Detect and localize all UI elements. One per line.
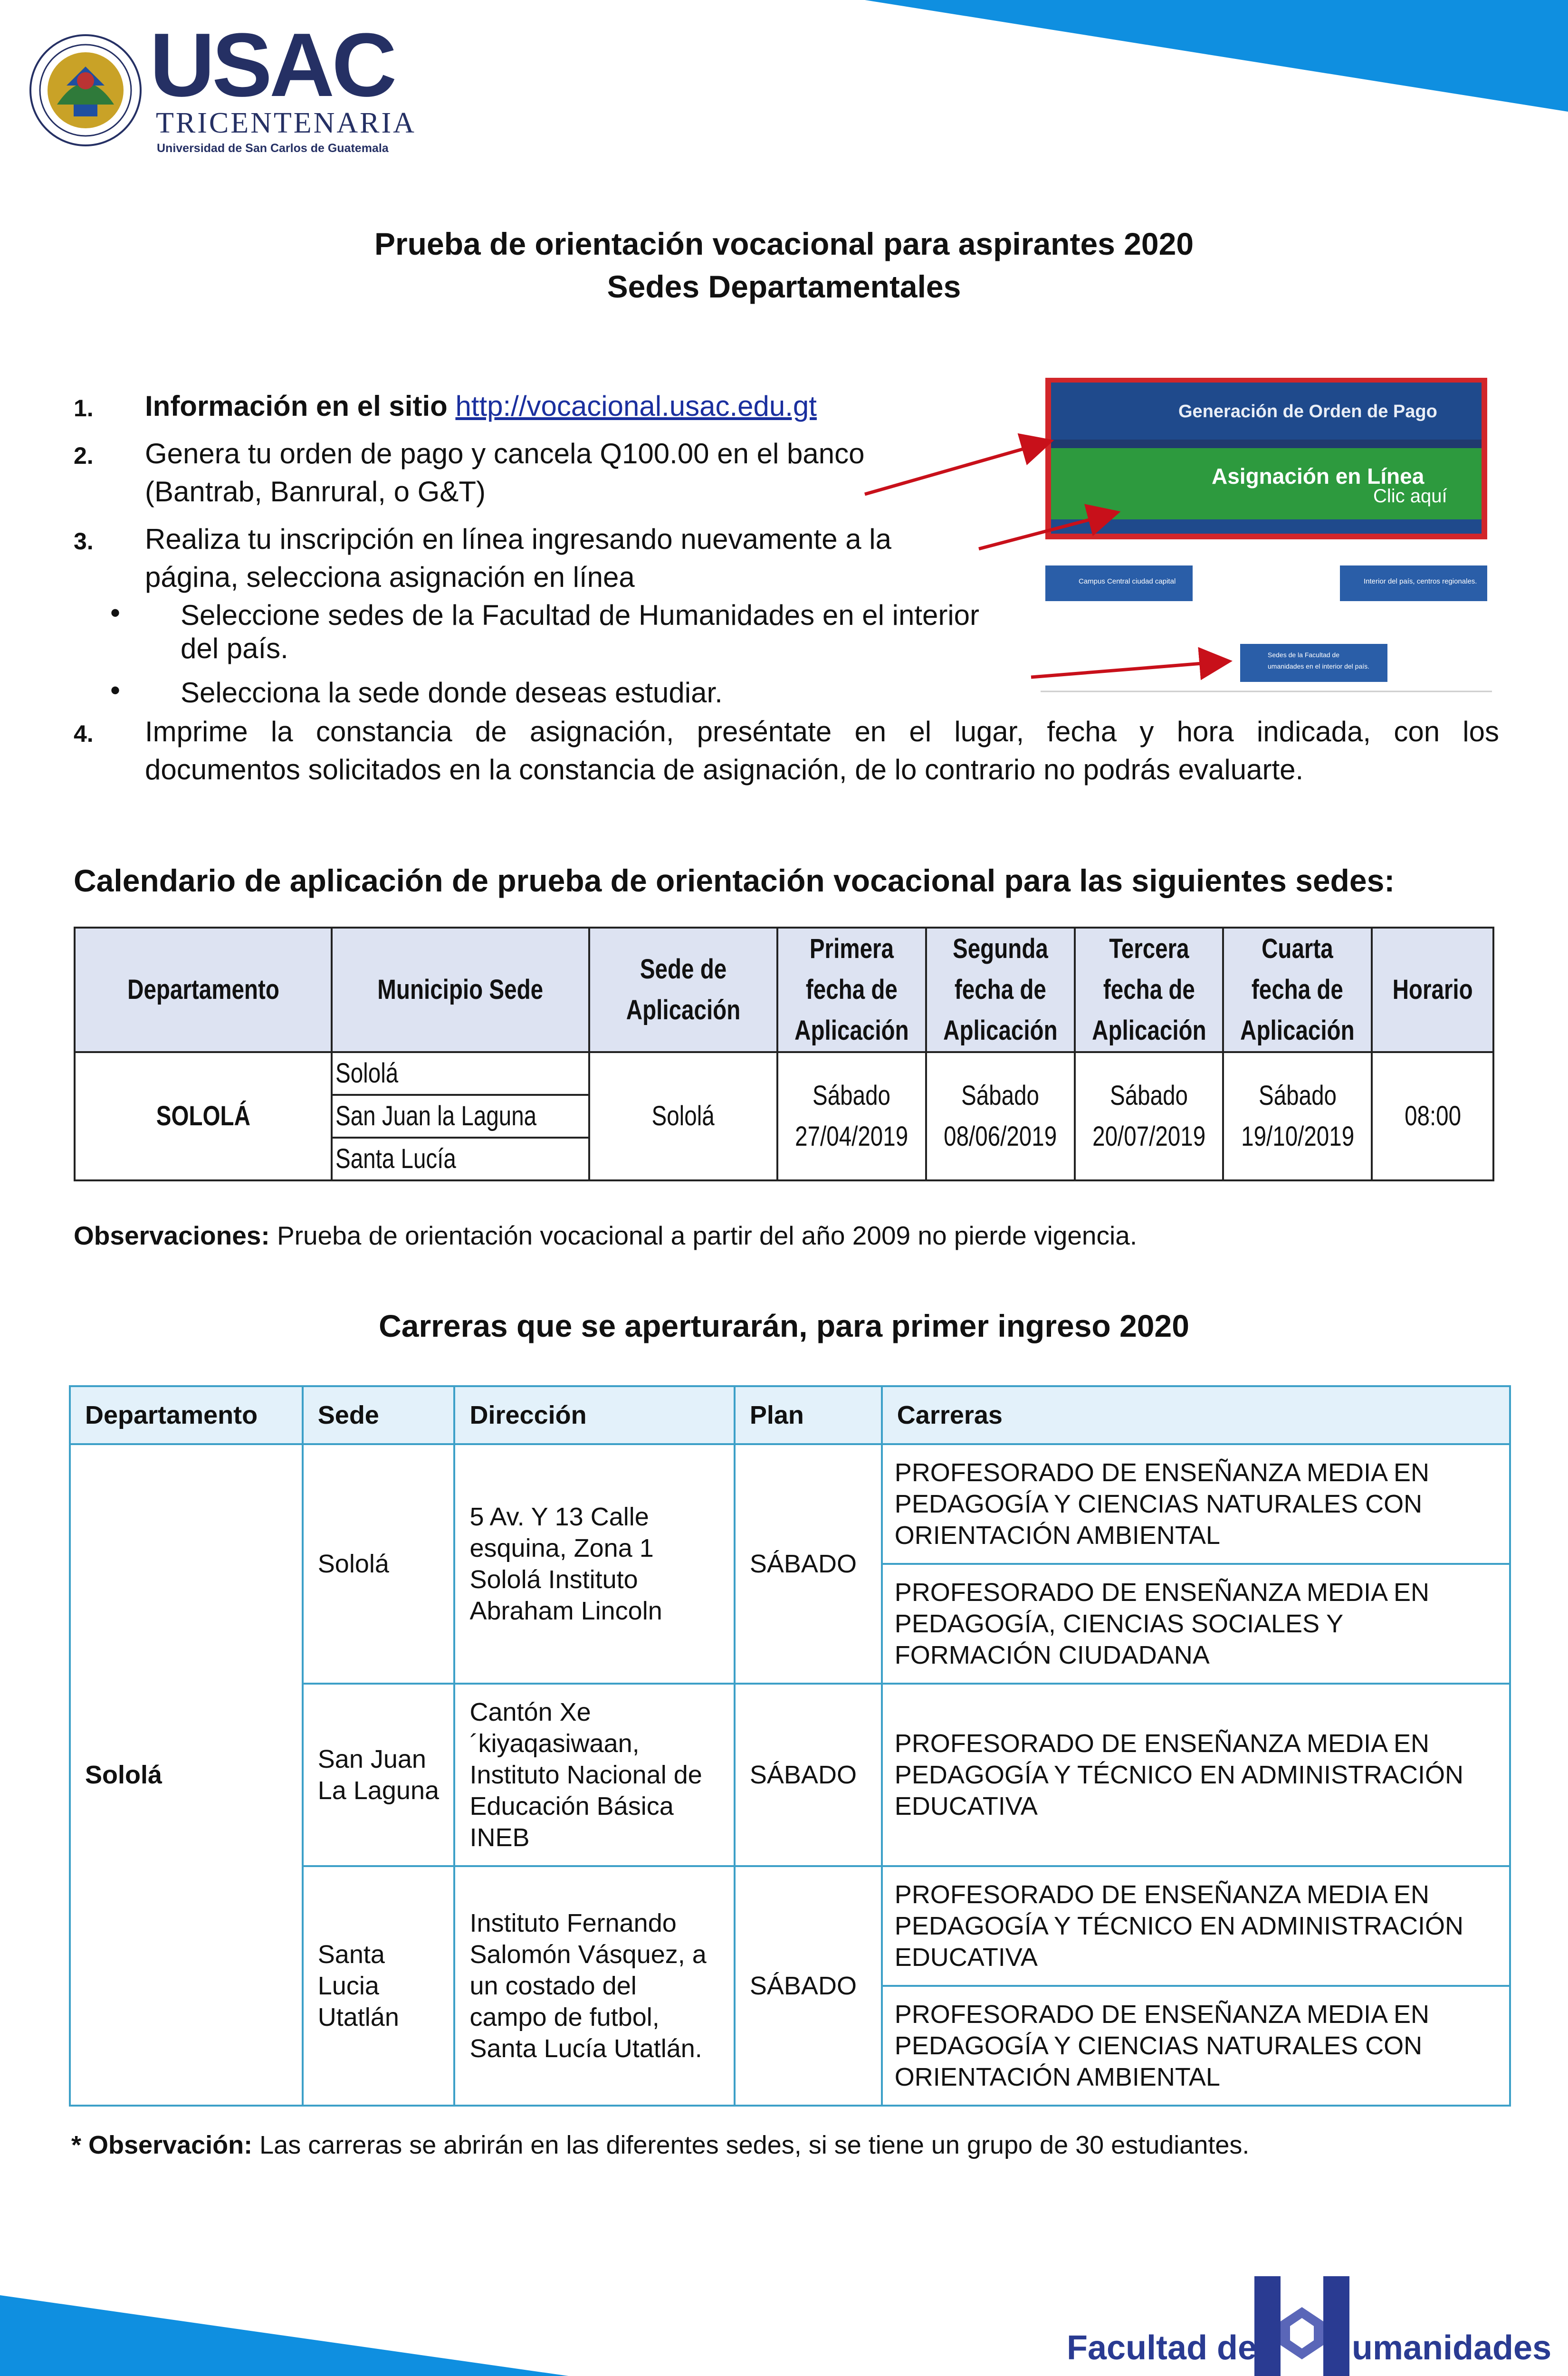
portal-opt-interior: Interior del país, centros regionales. [1364, 577, 1477, 585]
humanidades-text-2: umanidades [1352, 2329, 1552, 2367]
step-2-line2: (Bantrab, Banrural, o G&T) [145, 476, 486, 508]
car-head-dep: Departamento [70, 1386, 303, 1444]
cal-head-f2-text: Segunda fecha de Aplicación [943, 933, 1058, 1046]
cal-mun-1-text: Sololá [335, 1058, 399, 1089]
careers-table [69, 1385, 1511, 2107]
humanidades-h-icon [1254, 2276, 1349, 2376]
cal-f2-date: 08/06/2019 [944, 1121, 1057, 1152]
bullet-1-line2: del país. [181, 632, 288, 664]
cal-head-f3-text: Tercera fecha de Aplicación [1091, 933, 1206, 1046]
cal-cell-f3 [1075, 1052, 1224, 1180]
portal-btn-assign-sub: Clic aquí [1373, 486, 1447, 507]
cal-cell-f4 [1223, 1052, 1372, 1180]
cal-head-dep-text: Departamento [127, 974, 279, 1005]
usac-name: USAC [150, 15, 394, 115]
arrow-to-sede [1031, 661, 1226, 677]
cal-head-f1 [777, 928, 926, 1052]
cal-head-mun [332, 928, 589, 1052]
car-head-sede: Sede [303, 1386, 455, 1444]
cal-head-sede [589, 928, 777, 1052]
cal-f1-day: Sábado [813, 1080, 891, 1111]
cal-f2-day: Sábado [961, 1080, 1040, 1111]
car-career-2a: PROFESORADO DE ENSEÑANZA MEDIA EN PEDAGOGÍA Y TÉCNICO EN ADMINISTRACIÓN EDUCATIVA [882, 1684, 1510, 1866]
cal-cell-f2 [926, 1052, 1075, 1180]
usac-university: Universidad de San Carlos de Guatemala [157, 142, 389, 155]
step-3-number: 3. [74, 528, 94, 555]
car-plan-3: SÁBADO [735, 1866, 882, 2106]
bullet-2-text: Selecciona la sede donde deseas estudiar. [181, 677, 723, 709]
car-career-3a: PROFESORADO DE ENSEÑANZA MEDIA EN PEDAGOGÍA Y TÉCNICO EN ADMINISTRACIÓN EDUCATIVA [882, 1866, 1510, 1986]
car-sede-3: Santa Lucia Utatlán [303, 1866, 455, 2106]
car-career-1b: PROFESORADO DE ENSEÑANZA MEDIA EN PEDAGOGÍA, CIENCIAS SOCIALES Y FORMACIÓN CIUDADANA [882, 1564, 1510, 1684]
cal-head-f1-text: Primera fecha de Aplicación [794, 933, 909, 1046]
cal-head-hor [1372, 928, 1493, 1052]
careers-note-text: Las carreras se abrirán en las diferentes sedes, si se tiene un grupo de 30 estudiantes. [252, 2131, 1250, 2159]
cal-mun-3-text: Santa Lucía [335, 1143, 457, 1174]
arrow-to-assign [979, 513, 1114, 549]
car-cell-dep: Sololá [70, 1444, 303, 2106]
cal-head-f4-text: Cuarta fecha de Aplicación [1240, 933, 1355, 1046]
car-plan-2: SÁBADO [735, 1684, 882, 1866]
observations [74, 1220, 1137, 1251]
portal-btn-payment: Generación de Orden de Pago [1178, 402, 1437, 422]
vocacional-link[interactable]: http://vocacional.usac.edu.gt [455, 390, 817, 422]
humanidades-text-1: Facultad de [1067, 2329, 1257, 2367]
cal-cell-f1 [777, 1052, 926, 1180]
step-2-line1: Genera tu orden de pago y cancela Q100.00 en el banco [145, 438, 865, 469]
cal-head-mun-text: Municipio Sede [377, 974, 544, 1005]
page-subtitle: Sedes Departamentales [607, 269, 961, 304]
step-1-text: Información en el sitio [145, 390, 456, 422]
cal-head-sede-text: Sede de Aplicación [626, 954, 741, 1025]
careers-title: Carreras que se aperturarán, para primer ingreso 2020 [379, 1308, 1189, 1343]
cal-cell-hor [1372, 1052, 1493, 1180]
cal-f1-date: 27/04/2019 [795, 1121, 908, 1152]
usac-subtitle: TRICENTENARIA [156, 107, 416, 139]
step-2-number: 2. [74, 442, 94, 469]
car-head-dir: Dirección [454, 1386, 734, 1444]
cal-cell-dep [75, 1052, 332, 1180]
humanidades-logo [1067, 2276, 1561, 2376]
car-sede-1: Sololá [303, 1444, 455, 1684]
cal-f4-day: Sábado [1258, 1080, 1337, 1111]
calendar-title: Calendario de aplicación de prueba de orientación vocacional para las siguientes sedes: [74, 863, 1395, 898]
cal-head-f2 [926, 928, 1075, 1052]
cal-cell-mun-3 [332, 1138, 589, 1180]
portal-btn-assign: Asignación en Línea [1212, 464, 1425, 489]
cal-hor-text: 08:00 [1404, 1101, 1461, 1131]
car-head-car: Carreras [882, 1386, 1510, 1444]
observations-text: Prueba de orientación vocacional a partir del año 2009 no pierde vigencia. [269, 1221, 1138, 1250]
page-title: Prueba de orientación vocacional para aspirantes 2020 [374, 226, 1194, 261]
step-4-number: 4. [74, 720, 94, 747]
cal-f4-date: 19/10/2019 [1241, 1121, 1354, 1152]
car-dir-1: 5 Av. Y 13 Calle esquina, Zona 1 Sololá Instituto Abraham Lincoln [454, 1444, 734, 1684]
red-arrows [0, 0, 1568, 713]
cal-cell-mun-1 [332, 1052, 589, 1095]
car-dir-2: Cantón Xe´kiyaqasiwaan, Instituto Nacional de Educación Básica INEB [454, 1684, 734, 1866]
car-career-3b: PROFESORADO DE ENSEÑANZA MEDIA EN PEDAGOGÍA Y CIENCIAS NATURALES CON ORIENTACIÓN AMBIENTAL [882, 1986, 1510, 2106]
car-head-plan: Plan [735, 1386, 882, 1444]
car-dir-3: Instituto Fernando Salomón Vásquez, a un costado del campo de futbol, Santa Lucía Utatlán. [454, 1866, 734, 2106]
portal-opt-humanidades-2: umanidades en el interior del país. [1268, 662, 1370, 670]
calendar-table [74, 927, 1494, 1181]
car-career-1a: PROFESORADO DE ENSEÑANZA MEDIA EN PEDAGOGÍA Y CIENCIAS NATURALES CON ORIENTACIÓN AMBIENTAL [882, 1444, 1510, 1564]
cal-sede-text: Sololá [651, 1101, 715, 1131]
portal-opt-campus: Campus Central ciudad capital [1079, 577, 1176, 585]
cal-dep-text: SOLOLÁ [156, 1101, 250, 1131]
step-4-line2: documentos solicitados en la constancia de asignación, de lo contrario no podrás evaluarte. [145, 754, 1304, 786]
careers-note [71, 2130, 1249, 2160]
cal-f3-day: Sábado [1109, 1080, 1188, 1111]
cal-cell-mun-2 [332, 1095, 589, 1138]
cal-head-hor-text: Horario [1392, 974, 1473, 1005]
bullet-2-mark: • [110, 674, 121, 706]
cal-head-f4 [1223, 928, 1372, 1052]
observations-label: Observaciones: [74, 1221, 270, 1250]
cal-mun-2-text: San Juan la Laguna [335, 1101, 537, 1131]
cal-head-dep [75, 928, 332, 1052]
car-plan-1: SÁBADO [735, 1444, 882, 1684]
cal-cell-sede [589, 1052, 777, 1180]
step-3-line1: Realiza tu inscripción en línea ingresando nuevamente a la [145, 523, 891, 555]
cal-f3-date: 20/07/2019 [1092, 1121, 1206, 1152]
step-1-number: 1. [74, 395, 94, 422]
step-4-line1: Imprime la constancia de asignación, preséntate en el lugar, fecha y hora indicada, con los [145, 716, 1499, 747]
car-sede-2: San Juan La Laguna [303, 1684, 455, 1866]
portal-opt-humanidades-1: Sedes de la Facultad de [1268, 651, 1339, 659]
cal-head-f3 [1075, 928, 1224, 1052]
arrow-to-payment [865, 442, 1048, 494]
step-3-line2: página, selecciona asignación en línea [145, 561, 635, 593]
bullet-1-mark: • [110, 597, 121, 629]
careers-note-label: * Observación: [71, 2131, 253, 2159]
bullet-1-line1: Seleccione sedes de la Facultad de Humanidades en el interior [181, 599, 980, 631]
